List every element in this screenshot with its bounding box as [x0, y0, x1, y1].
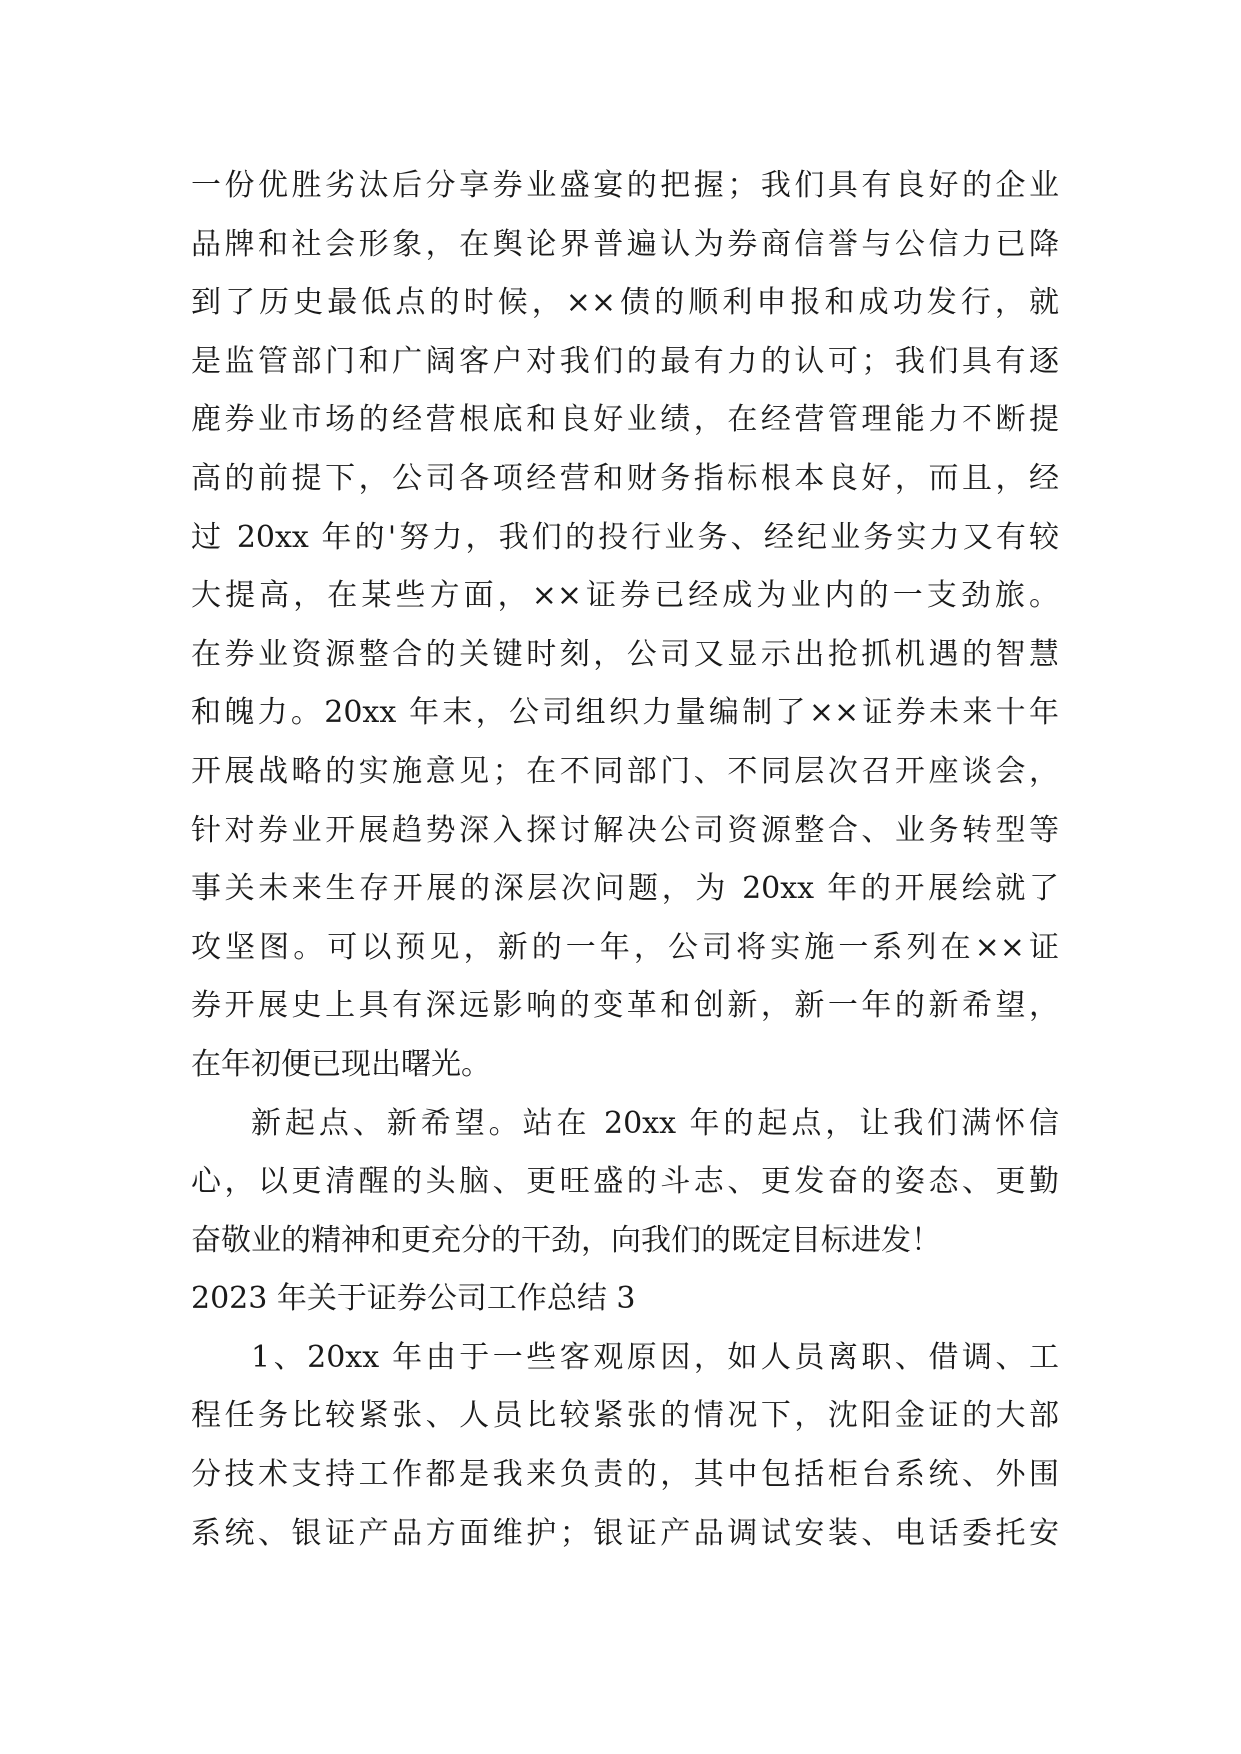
text-line: 针对券业开展趋势深入探讨解决公司资源整合、业务转型等 [191, 812, 1059, 848]
paragraph-2 [191, 1095, 1059, 1271]
text-line: 开展战略的实施意见；在不同部门、不同层次召开座谈会， [191, 753, 1059, 789]
text-line: 高的前提下，公司各项经营和财务指标根本良好，而且，经 [191, 460, 1059, 496]
text-line: 一份优胜劣汰后分享券业盛宴的把握；我们具有良好的企业 [191, 168, 1059, 203]
text-line: 在券业资源整合的关键时刻，公司又显示出抢抓机遇的智慧 [191, 636, 1059, 672]
text-line: 品牌和社会形象，在舆论界普遍认为券商信誉与公信力已降 [191, 226, 1059, 262]
text-line: 心，以更清醒的头脑、更旺盛的斗志、更发奋的姿态、更勤 [191, 1164, 1059, 1200]
text-line: 新起点、新希望。站在 20xx 年的起点，让我们满怀信 [251, 1105, 1059, 1141]
text-line: 分技术支持工作都是我来负责的，其中包括柜台系统、外围 [191, 1457, 1059, 1493]
paragraph-3 [191, 1329, 1059, 1563]
text-line: 和魄力。20xx 年末，公司组织力量编制了××证券未来十年 [191, 695, 1059, 731]
text-line: 到了历史最低点的时候，××债的顺利申报和成功发行，就 [191, 285, 1059, 321]
text-line: 大提高，在某些方面，××证券已经成为业内的一支劲旅。 [191, 578, 1059, 614]
text-line: 程任务比较紧张、人员比较紧张的情况下，沈阳金证的大部 [191, 1398, 1059, 1434]
text-line: 过 20xx 年的'努力，我们的投行业务、经纪业务实力又有较 [191, 519, 1059, 555]
text-line: 攻坚图。可以预见，新的一年，公司将实施一系列在××证 [191, 929, 1059, 965]
section-heading: 2023 年关于证券公司工作总结 3 [191, 1281, 636, 1317]
text-line: 1、20xx 年由于一些客观原因，如人员离职、借调、工 [251, 1339, 1059, 1375]
text-line: 事关未来生存开展的深层次问题，为 20xx 年的开展绘就了 [191, 871, 1059, 907]
text-line: 奋敬业的精神和更充分的干劲，向我们的既定目标进发！ [191, 1222, 941, 1258]
text-line: 系统、银证产品方面维护；银证产品调试安装、电话委托安 [191, 1515, 1059, 1551]
paragraph-1 [191, 157, 1059, 1095]
document-body [191, 157, 1059, 1563]
text-line: 是监管部门和广阔客户对我们的最有力的认可；我们具有逐 [191, 343, 1059, 379]
text-line: 券开展史上具有深远影响的变革和创新，新一年的新希望， [191, 988, 1059, 1024]
text-line: 鹿券业市场的经营根底和良好业绩，在经营管理能力不断提 [191, 402, 1059, 438]
text-line: 在年初便已现出曙光。 [191, 1046, 491, 1082]
